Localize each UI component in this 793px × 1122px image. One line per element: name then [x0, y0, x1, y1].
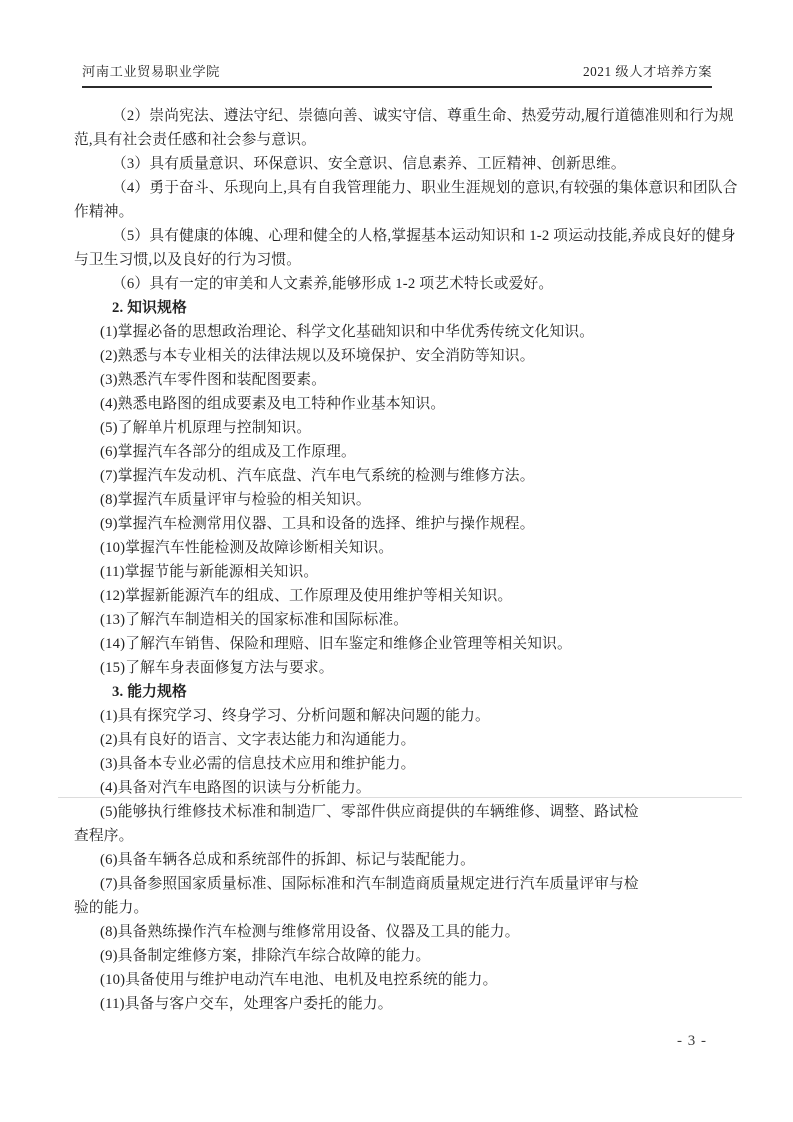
list-item-line: (8)具备熟练操作汽车检测与维修常用设备、仪器及工具的能力。 — [100, 924, 520, 940]
page-header — [82, 62, 712, 88]
section-heading: 3. 能力规格 — [112, 684, 187, 700]
section-heading: 2. 知识规格 — [112, 300, 187, 316]
list-item-line: (6)具备车辆各总成和系统部件的拆卸、标记与装配能力。 — [100, 852, 476, 868]
list-item-line: (9)具备制定维修方案，排除汽车综合故障的能力。 — [100, 948, 431, 964]
list-item-line: (10)掌握汽车性能检测及故障诊断相关知识。 — [100, 540, 394, 556]
list-item-line: (12)掌握新能源汽车的组成、工作原理及使用维护等相关知识。 — [100, 588, 513, 604]
list-item-line: (4)具备对汽车电路图的识读与分析能力。 — [100, 780, 371, 796]
continuation-line: 与卫生习惯,以及良好的行为习惯。 — [74, 252, 302, 268]
list-item-line: (2)具有良好的语言、文字表达能力和沟通能力。 — [100, 732, 416, 748]
continuation-line: 范,具有社会责任感和社会参与意识。 — [74, 132, 317, 148]
header-school-name: 河南工业贸易职业学院 — [82, 64, 220, 79]
list-item-line: (5)了解单片机原理与控制知识。 — [100, 420, 312, 436]
list-item-line: (1)掌握必备的思想政治理论、科学文化基础知识和中华优秀传统文化知识。 — [100, 324, 595, 340]
list-item-line: （3）具有质量意识、环保意识、安全意识、信息素养、工匠精神、创新思维。 — [112, 156, 626, 172]
list-item-line: (15)了解车身表面修复方法与要求。 — [100, 660, 334, 676]
list-item-line: (3)熟悉汽车零件图和装配图要素。 — [100, 372, 327, 388]
list-item-line: （5）具有健康的体魄、心理和健全的人格,掌握基本运动知识和 1-2 项运动技能,养成良好的健身 — [112, 228, 736, 244]
list-item-line: （6）具有一定的审美和人文素养,能够形成 1-2 项艺术特长或爱好。 — [112, 276, 554, 292]
list-item-line: (11)具备与客户交车，处理客户委托的能力。 — [100, 996, 393, 1012]
continuation-line: 查程序。 — [74, 828, 134, 844]
continuation-line: 验的能力。 — [74, 900, 149, 916]
list-item-line: (4)熟悉电路图的组成要素及电工特种作业基本知识。 — [100, 396, 446, 412]
list-item-line: (11)掌握节能与新能源相关知识。 — [100, 564, 319, 580]
list-item-line: (7)掌握汽车发动机、汽车底盘、汽车电气系统的检测与维修方法。 — [100, 468, 535, 484]
scan-artifact-line — [58, 797, 742, 798]
list-item-line: (1)具有探究学习、终身学习、分析问题和解决问题的能力。 — [100, 708, 490, 724]
list-item-line: （4）勇于奋斗、乐现向上,具有自我管理能力、职业生涯规划的意识,有较强的集体意识和团队合 — [112, 180, 738, 196]
document-body — [74, 104, 738, 1016]
list-item-line: (14)了解汽车销售、保险和理赔、旧车鉴定和维修企业管理等相关知识。 — [100, 636, 572, 652]
list-item-line: (5)能够执行维修技术标准和制造厂、零部件供应商提供的车辆维修、调整、路试检 — [100, 804, 639, 820]
list-item-line: （2）崇尚宪法、遵法守纪、崇德向善、诚实守信、尊重生命、热爱劳动,履行道德准则和行为规 — [112, 108, 734, 124]
list-item-line: (7)具备参照国家质量标准、国际标准和汽车制造商质量规定进行汽车质量评审与检 — [100, 876, 639, 892]
list-item-line: (13)了解汽车制造相关的国家标准和国际标准。 — [100, 612, 409, 628]
list-item-line: (8)掌握汽车质量评审与检验的相关知识。 — [100, 492, 371, 508]
list-item-line: (2)熟悉与本专业相关的法律法规以及环境保护、安全消防等知识。 — [100, 348, 535, 364]
list-item-line: (3)具备本专业必需的信息技术应用和维护能力。 — [100, 756, 416, 772]
list-item-line: (10)具备使用与维护电动汽车电池、电机及电控系统的能力。 — [100, 972, 498, 988]
page-number: - 3 - — [677, 1033, 707, 1049]
list-item-line: (9)掌握汽车检测常用仪器、工具和设备的选择、维护与操作规程。 — [100, 516, 535, 532]
list-item-line: (6)掌握汽车各部分的组成及工作原理。 — [100, 444, 356, 460]
header-program-title: 2021 级人才培养方案 — [583, 64, 712, 79]
continuation-line: 作精神。 — [74, 204, 134, 220]
